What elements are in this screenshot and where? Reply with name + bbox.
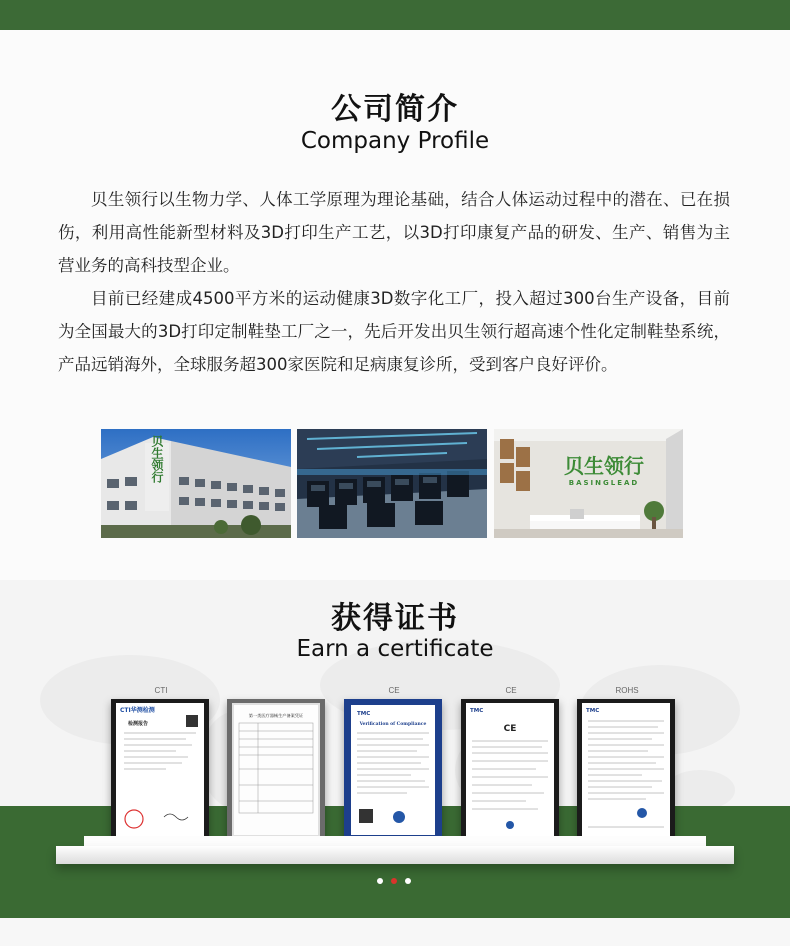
medical-heading-text: 第一类医疗器械生产备案凭证 xyxy=(248,713,304,718)
carousel-dots xyxy=(377,878,417,886)
cert-tag-cti: CTI xyxy=(154,686,168,695)
certificate-rohs[interactable] xyxy=(577,699,675,841)
ce2-brand-text: TMC xyxy=(470,708,484,714)
profile-intro xyxy=(58,183,730,381)
logo-en-text: BASINGLEAD xyxy=(568,479,640,487)
intro-paragraph-2: 目前已经建成4500平方米的运动健康3D数字化工厂，投入超过300台生产设备，目前为全国最大的3D打印定制鞋垫工厂之一，先后开发出贝生领行超高速个性化定制鞋垫系统，产品远销海外，全球服务超300家医院和足病康复诊所，受到客户良好评价。 xyxy=(58,289,730,374)
certificate-ce-verification[interactable] xyxy=(344,699,442,841)
building-sign-char: 贝生领行 xyxy=(150,435,164,483)
certificate-title-cn: 获得证书 xyxy=(331,601,459,636)
cti-heading-text: 检测报告 xyxy=(128,721,149,727)
building-photo xyxy=(101,429,291,538)
ce2-heading-text: CE xyxy=(503,724,517,734)
cti-brand-text: CTI华测检测 xyxy=(120,707,155,714)
carousel-dot-1[interactable] xyxy=(377,878,383,884)
certificate-medical-device[interactable] xyxy=(227,699,325,841)
bottom-strip xyxy=(0,918,790,946)
ce1-heading-text: Verification of Compliance xyxy=(359,722,427,727)
profile-title-cn: 公司简介 xyxy=(331,92,459,127)
carousel-dot-2[interactable] xyxy=(391,878,397,884)
certificate-ce[interactable] xyxy=(461,699,559,841)
cert-tag-rohs: ROHS xyxy=(615,686,639,695)
carousel-dot-3[interactable] xyxy=(405,878,411,884)
certificate-title-en: Earn a certificate xyxy=(296,636,494,662)
profile-title-en: Company Profile xyxy=(300,128,490,154)
top-green-band xyxy=(0,0,790,30)
cert-tag-ce-2: CE xyxy=(505,686,517,695)
display-platform xyxy=(56,846,734,864)
ce1-brand-text: TMC xyxy=(357,711,371,717)
factory-photo xyxy=(297,429,487,538)
reception-photo xyxy=(494,429,683,538)
rohs-brand-text: TMC xyxy=(586,708,600,714)
display-platform-top xyxy=(84,836,706,846)
certificate-cti[interactable] xyxy=(111,699,209,841)
cert-tag-ce-1: CE xyxy=(388,686,400,695)
logo-cn-text: 贝生领行 xyxy=(564,454,644,478)
company-photos xyxy=(101,429,683,538)
intro-paragraph-1: 贝生领行以生物力学、人体工学原理为理论基础，结合人体运动过程中的潜在、已在损伤，利用高性能新型材料及3D打印生产工艺，以3D打印康复产品的研发、生产、销售为主营业务的高科技型企业。 xyxy=(58,190,730,275)
